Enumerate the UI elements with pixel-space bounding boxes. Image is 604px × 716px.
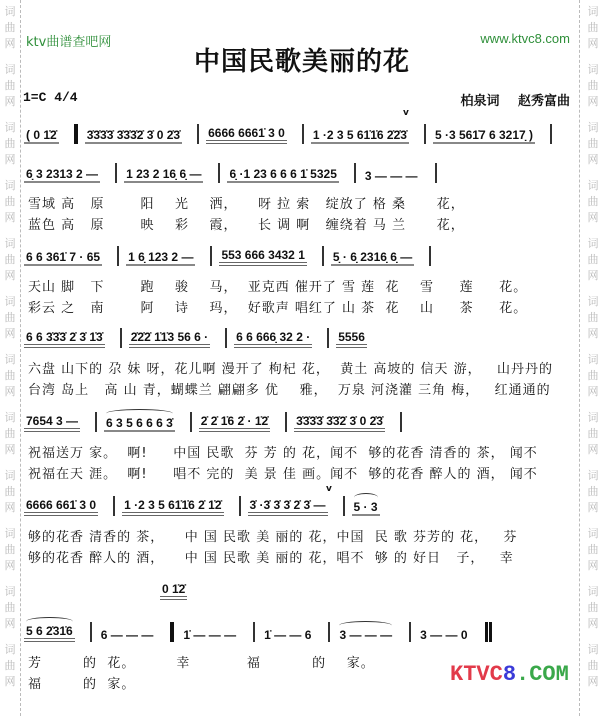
note-group: 6̣ ·1 23 6 6 6 1̇ 5325 <box>229 167 337 181</box>
note-group: 6 — — — <box>100 628 154 642</box>
note-group: 7654 3 — <box>24 414 80 432</box>
lyric-verse-1: 祝福送万 家。 啊! 中国 民歌 芬 芳 的 花，闻不 够的花香 清香的 茶， 闻不 <box>28 446 538 461</box>
repeat-end-barline <box>170 622 174 642</box>
note-group: 3̇3̇3̇3̇ 3̇3̇3̇2̇ 3̇ 0 2̇3̇ <box>86 128 181 142</box>
logo-part: KTVC <box>450 662 503 687</box>
note-group: 1 6̣ 123 2 — <box>128 250 194 264</box>
note-group: 6666 661̇ 3 0 <box>24 498 98 516</box>
note-group: 2̇ 2̇ 1̇6 2̇ · 1̇2̇ <box>199 414 270 432</box>
logo-part: 8 <box>502 662 517 687</box>
note-group: 5 ·3 561̇7 6 3217̣ ) <box>434 128 534 142</box>
lyric-verse-1: 天山 脚 下 跑 骏 马， 亚克西 催开了 雪 莲 花 雪 莲 花。 <box>28 280 528 295</box>
note-group: 553 666 3432 1 <box>219 248 306 266</box>
barline <box>285 412 287 432</box>
score-line-2 <box>24 161 574 183</box>
lyric-verse-2: 福 的 家。 <box>28 677 136 692</box>
repeat-start-barline <box>74 124 78 144</box>
song-title: 中国民歌美丽的花 <box>193 47 410 77</box>
note-group: 5̣ · 6̣ 2316̣ 6̣ — <box>332 250 413 264</box>
lyric-verse-2: 够的花香 醉人的 酒， 中 国 民歌 美 丽的 花，唱不 够 的 好日 子， 幸 <box>28 551 514 566</box>
barline <box>409 622 411 642</box>
left-watermark-strip <box>0 0 21 716</box>
barline <box>435 163 437 183</box>
note-group: 2̇2̇2̇ 1̇1̇3 56 6 · <box>129 330 210 348</box>
credits <box>446 90 570 109</box>
lyricist: 柏泉词 <box>460 94 500 109</box>
slur <box>106 409 173 418</box>
score-line-5 <box>24 410 574 432</box>
barline <box>95 412 97 432</box>
watermark-text: 词 曲 网 <box>4 411 16 456</box>
barline <box>550 124 552 144</box>
note-group: 1 23 2 16̣ 6̣ — <box>126 167 202 181</box>
barline <box>197 124 199 144</box>
watermark-text: 词 曲 网 <box>587 5 599 50</box>
barline <box>239 496 241 516</box>
note-group: 0 1̇2̇ <box>160 582 187 600</box>
barline <box>302 124 304 144</box>
breath-mark: v <box>326 484 332 494</box>
note-group: 6 3 5 6 6 6 3̇ <box>104 416 175 432</box>
watermark-text: 词 曲 网 <box>587 527 599 572</box>
watermark-text: 词 曲 网 <box>587 63 599 108</box>
watermark-text: 词 曲 网 <box>4 585 16 630</box>
site-url-right[interactable]: www.ktvc8.com <box>480 31 570 46</box>
barline <box>400 412 402 432</box>
lyric-verse-1: 雪域 高 原 阳 光 洒， 呀 拉 索 绽放了 格 桑 花， <box>28 197 465 212</box>
score-line-6 <box>24 494 574 516</box>
barline <box>190 412 192 432</box>
watermark-text: 词 曲 网 <box>4 527 16 572</box>
watermark-text: 词 曲 网 <box>587 295 599 340</box>
barline <box>354 163 356 183</box>
watermark-text: 词 曲 网 <box>4 179 16 224</box>
barline <box>322 246 324 266</box>
breath-mark: v <box>403 108 409 118</box>
logo-part: .COM <box>516 662 569 687</box>
lyric-verse-2: 台湾 岛上 高 山 青，蝴蝶兰 翩翩多 优 雅， 万泉 河浇灌 三角 梅， 红通通的 <box>28 383 551 398</box>
note-group: 1̇ — — 6 <box>264 628 312 642</box>
watermark-text: 词 曲 网 <box>587 237 599 282</box>
note-group: 1 ·2 3 5 61̇1̇6 2̇ 1̇2̇ <box>122 498 223 516</box>
note-group: ( 0 1̇2̇ <box>26 128 57 142</box>
watermark-text: 词 曲 网 <box>587 643 599 688</box>
watermark-text: 词 曲 网 <box>4 469 16 514</box>
note-group: 6̣ 3 2313 2 — <box>26 167 99 181</box>
barline <box>429 246 431 266</box>
ossia-notes <box>160 578 195 600</box>
lyric-verse-1: 六盘 山下的 尕 妹 呀，花儿啊 漫开了 枸杞 花， 黄土 高坡的 信天 游， 山丹丹的 <box>28 362 553 377</box>
note-group: 3 — — — <box>364 169 418 183</box>
barline <box>225 328 227 348</box>
barline <box>343 496 345 516</box>
barline <box>218 163 220 183</box>
barline <box>115 163 117 183</box>
watermark-text: 词 曲 网 <box>587 121 599 166</box>
barline <box>210 246 212 266</box>
note-group: 3̇3̇3̇3̇ 3̇3̇2̇ 3̇ 0 2̇3̇ <box>294 414 385 432</box>
watermark-text: 词 曲 网 <box>587 353 599 398</box>
note-group: 5556 <box>336 330 367 348</box>
note-group: 6 6 666̣ 32 2 · <box>234 330 312 348</box>
slur <box>26 617 73 626</box>
note-group: 3̇ ·3̇ 3̇ 3̇ 2̇ 3̇ — <box>248 498 328 516</box>
barline <box>117 246 119 266</box>
watermark-text: 词 曲 网 <box>4 121 16 166</box>
right-watermark-strip <box>579 0 604 716</box>
score-line-1 <box>24 122 574 144</box>
note-group: 1 ·2 3 5 61̇1̇6 2̇2̇3̇ <box>312 128 407 142</box>
note-group: 5 6 2̇31̇6 <box>24 624 75 642</box>
lyric-verse-2: 彩云 之 南 阿 诗 玛， 好歌声 唱红了 山 茶 花 山 茶 花。 <box>28 301 528 316</box>
slur <box>354 493 378 502</box>
barline <box>113 496 115 516</box>
note-group: 6666 6661̇ 3 0 <box>206 126 287 144</box>
final-barline <box>485 622 488 642</box>
lyric-verse-2: 祝福在天 涯。 啊! 唱不 完的 美 景 佳 画。闻不 够的花香 醉人的 酒， 闻不 <box>28 467 538 482</box>
watermark-text: 词 曲 网 <box>4 643 16 688</box>
barline <box>424 124 426 144</box>
note-group: 1̇ — — — <box>183 628 237 642</box>
key-signature: 1=C 4/4 <box>23 90 78 105</box>
composer: 赵秀富曲 <box>517 94 570 109</box>
watermark-text: 词 曲 网 <box>4 63 16 108</box>
barline <box>327 328 329 348</box>
watermark-text: 词 曲 网 <box>587 411 599 456</box>
score-line-4 <box>24 326 574 348</box>
barline <box>253 622 255 642</box>
watermark-text: 词 曲 网 <box>4 295 16 340</box>
site-logo <box>450 662 569 687</box>
score-line-7 <box>24 620 574 642</box>
note-group: 3 — — — <box>337 628 394 642</box>
tie <box>339 621 392 630</box>
barline <box>328 622 330 642</box>
barline <box>90 622 92 642</box>
watermark-text: 词 曲 网 <box>4 237 16 282</box>
barline <box>120 328 122 348</box>
lyric-verse-1: 芳 的 花。 幸 福 的 家。 <box>28 656 375 671</box>
watermark-text: 词 曲 网 <box>4 353 16 398</box>
watermark-text: 词 曲 网 <box>587 585 599 630</box>
note-group: 5 · 3 <box>352 500 380 516</box>
lyric-verse-1: 够的花香 清香的 茶， 中 国 民歌 美 丽的 花，中国 民 歌 芬芳的 花， 芬 <box>28 530 518 545</box>
note-group: 6 6 361̇ 7 · 65 <box>26 250 101 264</box>
note-group: 3 — — 0 <box>420 628 468 642</box>
watermark-text: 词 曲 网 <box>587 179 599 224</box>
lyric-verse-2: 蓝色 高 原 映 彩 霞， 长 调 啊 缠绕着 马 兰 花， <box>28 218 465 233</box>
watermark-text: 词 曲 网 <box>587 469 599 514</box>
note-group: 6 6 3̇3̇3̇ 2̇ 3̇ 1̇3̇ <box>24 330 105 348</box>
score-line-3 <box>24 244 574 266</box>
site-name-left: ktv曲谱查吧网 <box>26 35 112 50</box>
watermark-text: 词 曲 网 <box>4 5 16 50</box>
